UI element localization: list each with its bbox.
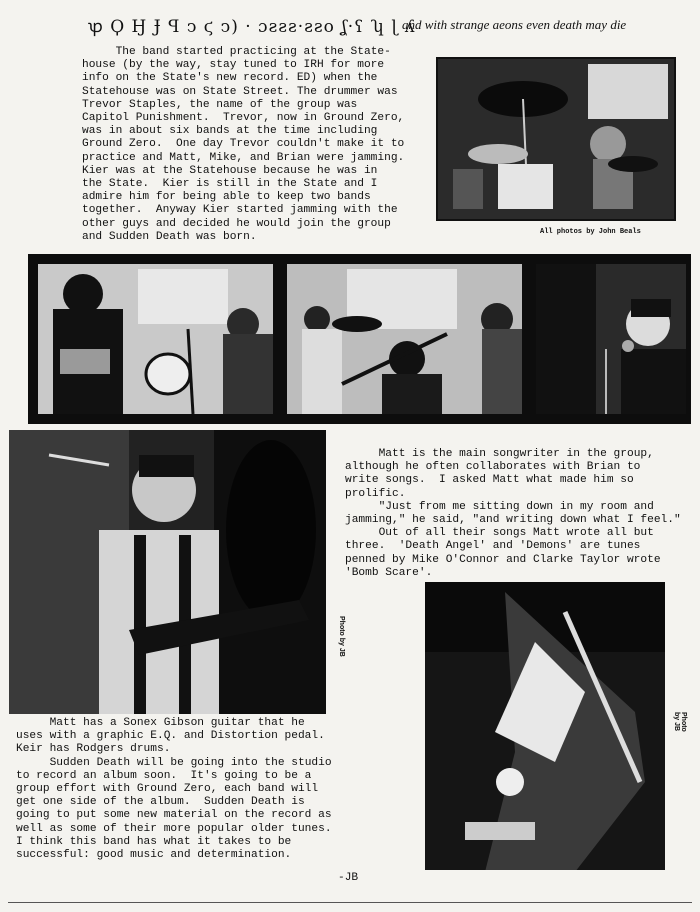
article-paragraph-1: The band started practicing at the State- house (by the way, stay tuned to IRH for more info on the State's new record. ED) when the Statehouse was on State Street. The drummer was Trevor Staples, the name of the group was Capitol Punishment. Trevor, now in Ground Zero, was in about six bands at the time including Ground Zero. One day Trevor couldn't make it to practice and Matt, Mike, and Brian were jamming. Kier was at the Statehouse because he was in the State. Kier is still in the State and I admire him for being able to keep two bands together. Anyway Kier started jamming with the other guys and decided he would join the group and Sudden Death was born. bbox=[82, 46, 405, 243]
photo-credit-rotated-1: Photo by JB bbox=[338, 616, 345, 657]
header-quote: and with strange aeons even death may die bbox=[402, 17, 627, 32]
article-paragraph-2: Matt is the main songwriter in the group, although he often collaborates with Brian to write songs. I asked Matt what made him so prolific. "Just from me sitting down in my room and jamming," he said, "and writing down what I feel." Out of all their songs Matt wrote all but three. 'Death Angel' and 'Demons' are tunes penned by Mike O'Connor and Clarke Taylor wrote 'Bomb Scare'. bbox=[345, 448, 681, 579]
film-frame-2 bbox=[287, 264, 522, 414]
all-photos-credit: All photos by John Beals bbox=[540, 228, 641, 236]
header-runes: ꝕ Ϙ Ꜧ Ɉ ꟼ ↄ ϛ ↄ) · ɔƨƨƨ·ƨƨо ʆ·ʕ ʮ ɭ ʎ bbox=[88, 17, 416, 37]
article-paragraph-3: Matt has a Sonex Gibson guitar that he uses with a graphic E.Q. and Distortion pedal. Keir has Rodgers drums. Sudden Death will be going into the studio to record an album soon. It's going to be a group effort with Ground Zero, each band will get one side of the album. Sudden Death is going to put some new material on the record as well as some of their more popular older tunes. I think this band has what it takes to be successful: good music and determination. bbox=[16, 717, 332, 862]
guitar-closeup-photo bbox=[425, 582, 665, 870]
film-frame-3 bbox=[536, 264, 686, 414]
author-signature: -JB bbox=[338, 872, 359, 884]
bottom-rule bbox=[8, 902, 692, 903]
drummer-photo bbox=[436, 57, 676, 221]
film-strip bbox=[28, 254, 691, 424]
guitarist-photo bbox=[9, 430, 326, 714]
film-frame-1 bbox=[38, 264, 273, 414]
photo-credit-rotated-2: Photo by JB bbox=[673, 712, 687, 732]
